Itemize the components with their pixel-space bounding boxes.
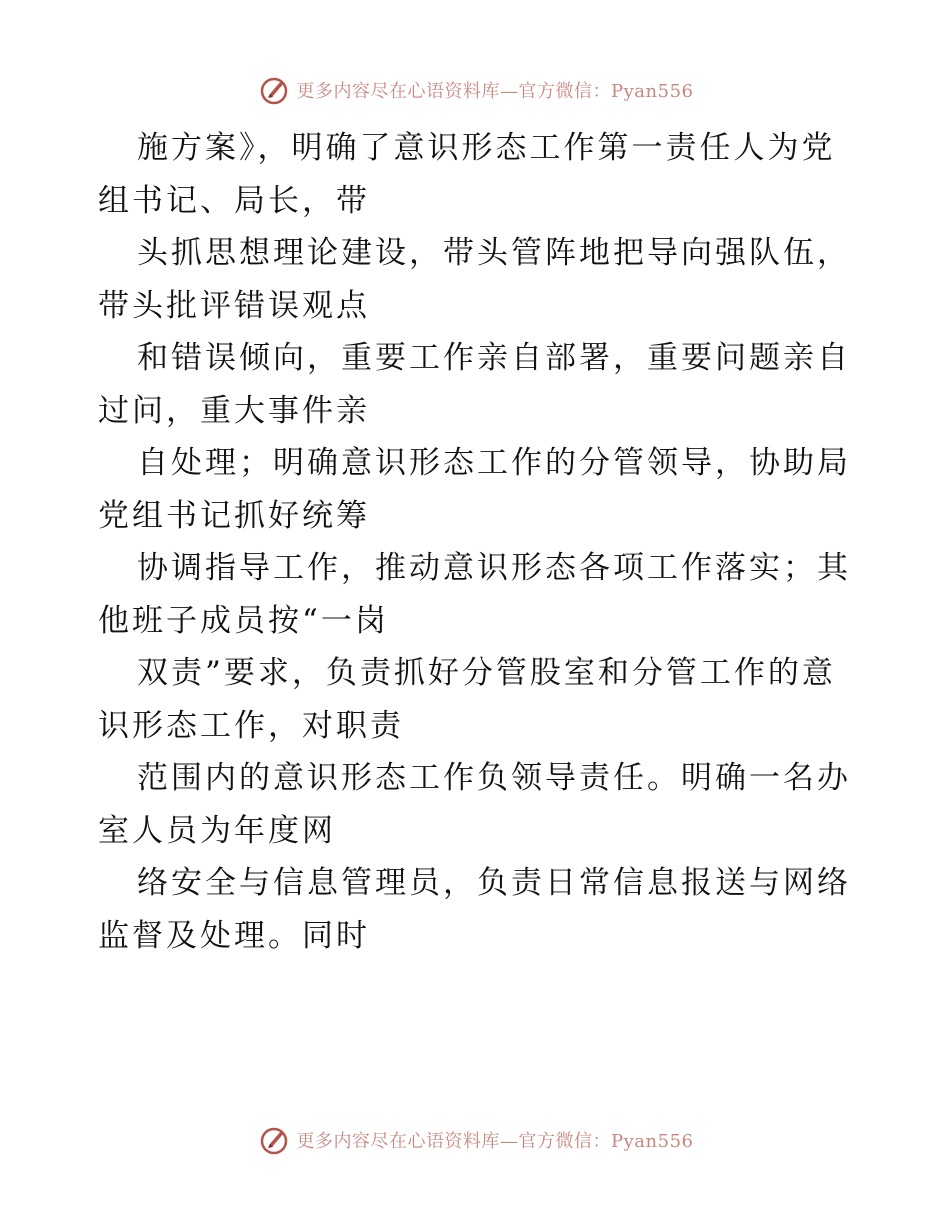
quill-logo-icon (257, 1123, 291, 1157)
paragraph-line: 双责”要求，负责抓好分管股室和分管工作的意 (137, 655, 836, 691)
watermark-text: 更多内容尽在心语资料库—官方微信：Pyan556 (296, 1131, 694, 1152)
paragraph (98, 437, 858, 542)
watermark-text: 更多内容尽在心语资料库—官方微信：Pyan556 (296, 81, 694, 102)
document-body (98, 122, 858, 962)
paragraph-line: 组书记、局长，带 (98, 182, 370, 219)
paragraph-line: 带头批评错误观点 (98, 287, 370, 324)
paragraph (98, 542, 858, 647)
paragraph-line: 党组书记抓好统筹 (98, 497, 370, 534)
paragraph-line: 络安全与信息管理员，负责日常信息报送与网络 (137, 865, 851, 901)
paragraph-line: 过问，重大事件亲 (98, 392, 370, 429)
paragraph-line: 和错误倾向，重要工作亲自部署，重要问题亲自 (137, 340, 851, 376)
paragraph-line: 识形态工作，对职责 (98, 707, 404, 744)
paragraph (98, 752, 858, 857)
paragraph-line: 自处理；明确意识形态工作的分管领导，协助局 (137, 445, 851, 481)
paragraph (98, 857, 858, 962)
paragraph (98, 122, 858, 227)
paragraph (98, 227, 858, 332)
footer-watermark (0, 1120, 950, 1160)
quill-logo-icon (257, 73, 291, 107)
paragraph-line: 协调指导工作，推动意识形态各项工作落实；其 (137, 550, 851, 586)
header-watermark (0, 70, 950, 110)
paragraph-line: 头抓思想理论建设，带头管阵地把导向强队伍， (137, 235, 851, 271)
paragraph (98, 647, 858, 752)
paragraph (98, 332, 858, 437)
paragraph-line: 室人员为年度网 (98, 812, 336, 849)
paragraph-line: 他班子成员按“一岗 (98, 602, 389, 639)
paragraph-line: 范围内的意识形态工作负领导责任。明确一名办 (137, 760, 851, 796)
paragraph-line: 监督及处理。同时 (98, 917, 370, 954)
paragraph-line: 施方案》，明确了意识形态工作第一责任人为党 (137, 130, 836, 166)
